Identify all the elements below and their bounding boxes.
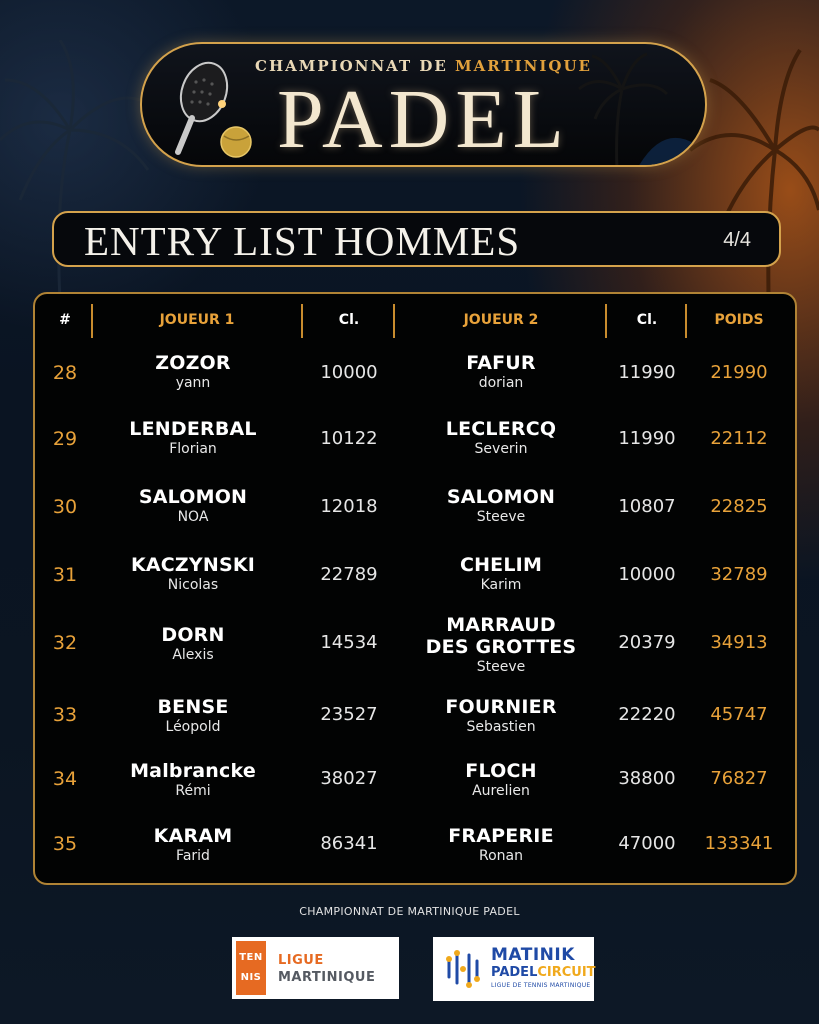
player2-cell <box>395 418 607 458</box>
player2-ranking: 10807 <box>618 496 676 517</box>
player2-cell <box>395 614 607 676</box>
table-row <box>35 350 795 402</box>
player1-cell <box>93 486 293 526</box>
player2-firstname: Steeve <box>476 509 526 525</box>
player2-firstname: dorian <box>478 375 524 391</box>
entry-list-bar <box>52 211 781 267</box>
entry-table <box>33 292 797 885</box>
player1-lastname: Malbrancke <box>130 760 256 782</box>
matinik-line3: LIGUE DE TENNIS MARTINIQUE <box>491 982 591 989</box>
player2-firstname: Ronan <box>479 848 523 864</box>
table-row <box>35 614 795 684</box>
team-weight: 21990 <box>710 362 768 383</box>
player2-ranking: 20379 <box>618 632 676 653</box>
player1-lastname: ZOZOR <box>155 352 231 374</box>
matinik-padel: PADEL <box>491 965 538 980</box>
table-row <box>35 416 795 468</box>
header-player1: JOUEUR 1 <box>159 312 235 328</box>
row-number: 33 <box>52 704 78 726</box>
player1-firstname: Florian <box>169 441 217 457</box>
player2-cell <box>395 486 607 526</box>
row-number: 32 <box>52 632 78 654</box>
player2-lastname: LECLERCQ <box>445 418 557 440</box>
player1-firstname: Farid <box>176 848 210 864</box>
row-number: 35 <box>52 833 78 855</box>
player1-lastname: LENDERBAL <box>129 418 257 440</box>
player1-firstname: Alexis <box>172 647 214 663</box>
player1-lastname: DORN <box>161 624 225 646</box>
player1-lastname: BENSE <box>157 696 229 718</box>
player2-firstname: Aurelien <box>472 783 530 799</box>
banner-title: PADEL <box>277 73 570 166</box>
player1-firstname: NOA <box>177 509 209 525</box>
header-cl1: Cl. <box>338 312 360 328</box>
header-cl2: Cl. <box>636 312 658 328</box>
team-weight: 34913 <box>710 632 768 653</box>
padel-circuit-icon <box>441 949 485 989</box>
player1-cell <box>93 624 293 664</box>
page-indicator: 4/4 <box>723 229 751 251</box>
player2-firstname: Sebastien <box>466 719 536 735</box>
banner-subtitle: CHAMPIONNAT DE MARTINIQUE <box>255 57 592 75</box>
player2-lastname: FLOCH <box>465 760 537 782</box>
player1-firstname: yann <box>175 375 211 391</box>
header-player2: JOUEUR 2 <box>463 312 539 328</box>
player2-cell <box>395 352 607 392</box>
player2-firstname: Karim <box>480 577 522 593</box>
player2-lastname: MARRAUD <box>446 614 556 636</box>
player1-firstname: Nicolas <box>167 577 219 593</box>
player1-ranking: 10122 <box>320 428 378 449</box>
player2-ranking: 47000 <box>618 833 676 854</box>
table-row <box>35 552 795 604</box>
table-row <box>35 760 795 812</box>
player2-lastname: CHELIM <box>459 554 543 576</box>
table-row <box>35 696 795 748</box>
table-row <box>35 825 795 877</box>
row-number: 30 <box>52 496 78 518</box>
player1-lastname: KACZYNSKI <box>130 554 256 576</box>
team-weight: 133341 <box>704 833 774 854</box>
player1-ranking: 22789 <box>320 564 378 585</box>
player2-ranking: 10000 <box>618 564 676 585</box>
player1-cell <box>93 418 293 458</box>
player2-lastname: FAFUR <box>466 352 536 374</box>
player2-ranking: 11990 <box>618 428 676 449</box>
ligue-line2: MARTINIQUE <box>278 970 376 985</box>
player1-ranking: 23527 <box>320 704 378 725</box>
player1-cell <box>93 554 293 594</box>
tennis-badge-line2: NIS <box>240 972 262 983</box>
player2-firstname: Severin <box>474 441 528 457</box>
tennis-badge <box>236 941 266 995</box>
ligue-text <box>278 952 375 986</box>
header-banner <box>140 42 707 167</box>
matinik-text <box>491 946 596 990</box>
footer-caption: CHAMPIONNAT DE MARTINIQUE PADEL <box>299 905 520 918</box>
player1-ranking: 14534 <box>320 632 378 653</box>
row-number: 28 <box>52 362 78 384</box>
matinik-padel-circuit-logo <box>433 937 594 1001</box>
player2-lastname: SALOMON <box>446 486 556 508</box>
player1-ranking: 10000 <box>320 362 378 383</box>
player1-cell <box>93 696 293 736</box>
team-weight: 32789 <box>710 564 768 585</box>
tropical-palms-icon <box>567 44 697 167</box>
player2-ranking: 11990 <box>618 362 676 383</box>
team-weight: 45747 <box>710 704 768 725</box>
team-weight: 22112 <box>710 428 768 449</box>
matinik-circuit: CIRCUIT <box>537 965 596 980</box>
ligue-line1: LIGUE <box>278 953 324 968</box>
player2-firstname: Steeve <box>476 659 526 675</box>
tennis-badge-line1: TEN <box>239 952 263 963</box>
player1-firstname: Léopold <box>165 719 221 735</box>
ligue-martinique-logo <box>232 937 399 999</box>
team-weight: 22825 <box>710 496 768 517</box>
header-num: # <box>59 312 71 328</box>
player1-ranking: 38027 <box>320 768 378 789</box>
player2-cell <box>395 825 607 865</box>
row-number: 29 <box>52 428 78 450</box>
player1-cell <box>93 352 293 392</box>
team-weight: 76827 <box>710 768 768 789</box>
table-row <box>35 484 795 536</box>
player2-ranking: 22220 <box>618 704 676 725</box>
player2-lastname: FRAPERIE <box>448 825 554 847</box>
player2-cell <box>395 554 607 594</box>
player1-lastname: SALOMON <box>138 486 248 508</box>
player1-cell <box>93 760 293 800</box>
player1-ranking: 12018 <box>320 496 378 517</box>
row-number: 34 <box>52 768 78 790</box>
matinik-line2 <box>491 965 596 981</box>
player2-ranking: 38800 <box>618 768 676 789</box>
player2-cell <box>395 696 607 736</box>
header-weight: POIDS <box>714 312 764 328</box>
player2-lastname-line2: DES GROTTES <box>425 636 577 658</box>
player2-lastname: FOURNIER <box>445 696 557 718</box>
entry-list-title: ENTRY LIST HOMMES <box>84 218 521 264</box>
player1-lastname: KARAM <box>153 825 233 847</box>
player1-ranking: 86341 <box>320 833 378 854</box>
player1-firstname: Rémi <box>175 783 211 799</box>
player1-cell <box>93 825 293 865</box>
player2-cell <box>395 760 607 800</box>
row-number: 31 <box>52 564 78 586</box>
matinik-line1: MATINIK <box>491 945 575 965</box>
